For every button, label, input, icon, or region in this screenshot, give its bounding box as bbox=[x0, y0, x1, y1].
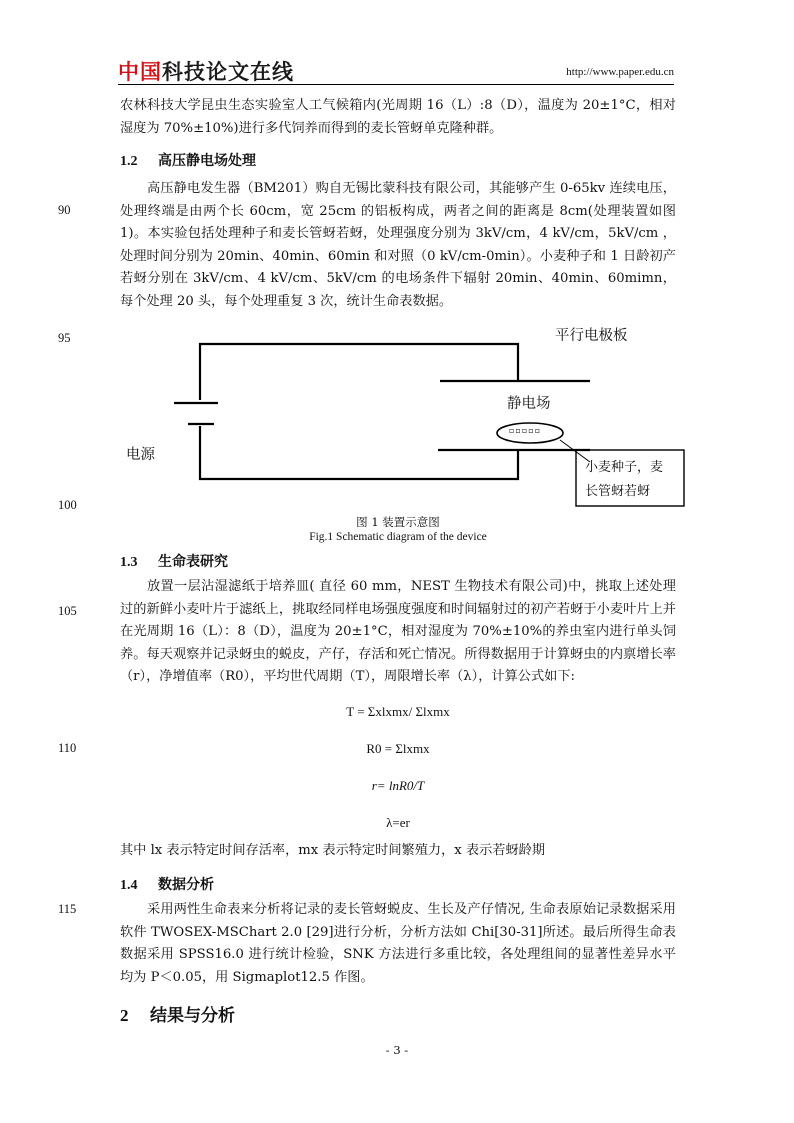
page-number: - 3 - bbox=[385, 1043, 409, 1057]
section-heading-1-4: 1.4 数据分析 bbox=[120, 877, 214, 893]
circuit-wire-top bbox=[200, 344, 518, 400]
equation-r: r= lnR0/T bbox=[371, 778, 425, 793]
figure-caption-cn: 图 1 装置示意图 bbox=[356, 515, 440, 529]
sample-dots: ▫▫▫▫▫ bbox=[509, 426, 542, 435]
line-number: 105 bbox=[58, 604, 77, 618]
circuit-wire-bottom bbox=[200, 426, 518, 479]
line-number: 95 bbox=[58, 331, 71, 345]
equation-R0: R0 = Σlxmx bbox=[366, 741, 430, 756]
paragraph-1-4: 采用两性生命表来分析将记录的麦长管蚜蜕皮、生长及产仔情况, 生命表原始记录数据采用软件 TWOSEX-MSChart 2.0 [29]进行分析，分析方法如 Chi[30-31]所述。最后所得生命表数据采用 SPSS16.0 进行统计检验，SNK 方法进行多重比较，各处理组间的显著性差异水平均为 P＜0.05，用 Sigmaplot12.5 作图。 bbox=[120, 902, 676, 985]
line-number: 100 bbox=[58, 498, 77, 512]
figure-caption-en: Fig.1 Schematic diagram of the device bbox=[309, 531, 487, 543]
label-parallel-plate: 平行电极板 bbox=[555, 328, 628, 344]
label-power-source: 电源 bbox=[126, 447, 155, 463]
section-heading-1-2: 1.2 高压静电场处理 bbox=[120, 153, 256, 169]
equation-lambda: λ=er bbox=[386, 815, 410, 830]
label-electrostatic-field: 静电场 bbox=[507, 396, 551, 412]
line-number: 90 bbox=[58, 203, 71, 217]
section-heading-1-3: 1.3 生命表研究 bbox=[120, 554, 228, 570]
journal-logo: 中国科技论文在线 bbox=[118, 60, 294, 84]
intro-paragraph: 农林科技大学昆虫生态实验室人工气候箱内(光周期 16（L）:8（D），温度为 20±1°C，相对湿度为 70%±10%)进行多代饲养而得到的麦长管蚜单克隆种群。 bbox=[120, 98, 676, 136]
label-sample-line1: 小麦种子，麦 bbox=[585, 460, 664, 475]
equation-T: T = Σxlxmx/ Σlxmx bbox=[346, 704, 450, 719]
paragraph-1-2: 高压静电发生器（BM201）购自无锡比蒙科技有限公司，其能够产生 0-65kv 连续电压，处理终端是由两个长 60cm，宽 25cm 的铝板构成，两者之间的距离是 8cm(处理装置如图 1)。本实验包括处理种子和麦长管蚜若蚜，处理强度分别为 3kV/cm，4 kV/cm，5kV/cm ，处理时间分别为 20min、40min、60min 和对照（0 kV/cm-0min）。小麦种子和 1 日龄初产若蚜分别在 3kV/cm、4 kV/cm、5kV/cm 的电场条件下辐射 20min、40min、60mimn，每个处理 20 头，每个处理重复 3 次，统计生命表数据。 bbox=[120, 181, 676, 309]
equation-note: 其中 lx 表示特定时间存活率，mx 表示特定时间繁殖力，x 表示若蚜龄期 bbox=[120, 843, 546, 858]
paragraph-1-3: 放置一层沾湿滤纸于培养皿( 直径 60 mm，NEST 生物技术有限公司)中，挑取上述处理过的新鲜小麦叶片于滤纸上，挑取经同样电场强度强度和时间辐射过的初产若蚜于小麦叶片上并在光周期 16（L）：8（D），温度为 20±1°C，相对湿度为 70%±10%的养虫室内进行单头饲养。每天观察并记录蚜虫的蜕皮，产仔，存活和死亡情况。所得数据用于计算蚜虫的内禀增长率（r），净增值率（R0），平均世代周期（T），周限增长率（λ），计算公式如下: bbox=[120, 579, 676, 685]
label-sample-line2: 长管蚜若蚜 bbox=[585, 484, 651, 499]
line-number: 110 bbox=[58, 741, 77, 755]
header-url[interactable]: http://www.paper.edu.cn bbox=[566, 66, 674, 78]
line-number: 115 bbox=[58, 902, 77, 916]
section-heading-2: 2 结果与分析 bbox=[120, 1006, 235, 1026]
